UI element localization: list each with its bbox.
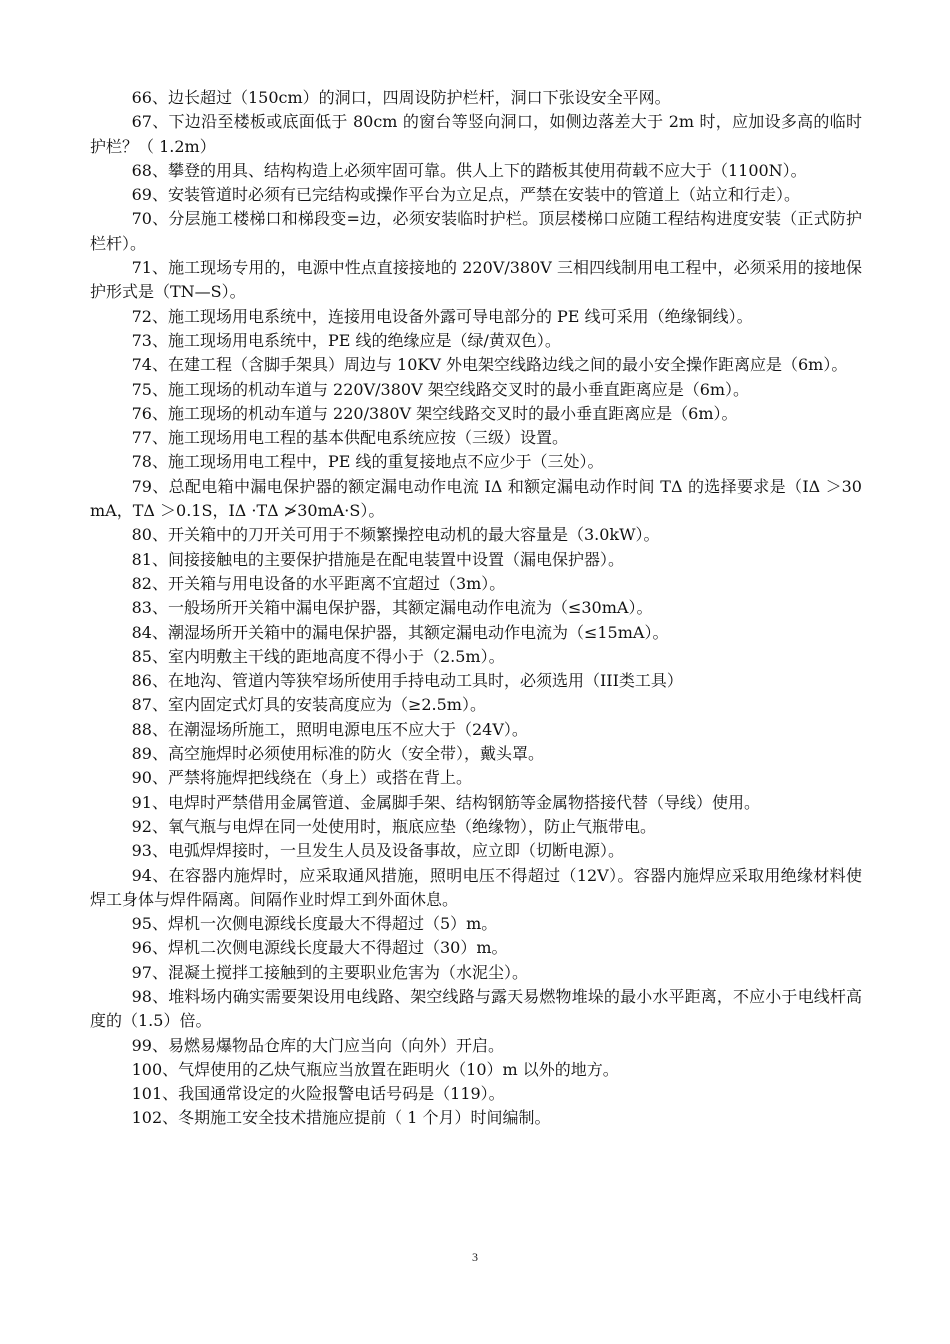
list-item: 68、攀登的用具、结构构造上必须牢固可靠。供人上下的踏板其使用荷载不应大于（1100N）。 <box>131 160 807 180</box>
list-item: 85、室内明敷主干线的距地高度不得小于（2.5m）。 <box>131 646 505 666</box>
list-item: 87、室内固定式灯具的安装高度应为（≥2.5m）。 <box>131 695 486 715</box>
list-item: 78、施工现场用电工程中，PE 线的重复接地点不应少于（三处）。 <box>131 452 604 472</box>
list-item: 88、在潮湿场所施工，照明电源电压不应大于（24V）。 <box>131 719 528 739</box>
document-body <box>90 86 862 1131</box>
list-item: 66、边长超过（150cm）的洞口，四周设防护栏杆，洞口下张设安全平网。 <box>131 88 671 107</box>
list-item: 70、分层施工楼梯口和梯段变=边，必须安装临时护栏。顶层楼梯口应随工程结构进度安装（正式防护栏杆）。 <box>90 209 862 253</box>
list-item: 81、间接接触电的主要保护措施是在配电装置中设置（漏电保护器）。 <box>131 549 624 569</box>
list-item: 97、混凝土搅拌工接触到的主要职业危害为（水泥尘）。 <box>131 962 528 982</box>
list-item: 86、在地沟、管道内等狭窄场所使用手持电动工具时，必须选用（III类工具） <box>131 671 683 691</box>
list-item: 69、安装管道时必须有已完结构或操作平台为立足点，严禁在安装中的管道上（站立和行走）。 <box>131 185 800 205</box>
page-number: 3 <box>472 1250 478 1264</box>
list-item: 94、在容器内施焊时，应采取通风措施，照明电压不得超过（12V）。容器内施焊应采取用绝缘材料使焊工身体与焊件隔离。间隔作业时焊工到外面休息。 <box>90 865 862 909</box>
list-item: 95、焊机一次侧电源线长度最大不得超过（5）m。 <box>131 914 498 934</box>
list-item: 102、冬期施工安全技术措施应提前（ 1 个月）时间编制。 <box>131 1108 551 1128</box>
list-item: 71、施工现场专用的，电源中性点直接接地的 220V/380V 三相四线制用电工程中，必须采用的接地保护形式是（TN—S）。 <box>90 258 862 302</box>
list-item: 101、我国通常设定的火险报警电话号码是（119）。 <box>131 1084 505 1104</box>
list-item: 76、施工现场的机动车道与 220/380V 架空线路交叉时的最小垂直距离应是（6m）。 <box>131 403 738 423</box>
list-item: 75、施工现场的机动车道与 220V/380V 架空线路交叉时的最小垂直距离应是（6m）。 <box>131 379 750 399</box>
list-item: 92、氧气瓶与电焊在同一处使用时，瓶底应垫（绝缘物），防止气瓶带电。 <box>131 816 656 836</box>
list-item: 79、总配电箱中漏电保护器的额定漏电动作电流 IΔ 和额定漏电动作时间 TΔ 的选择要求是（IΔ ＞30mA，TΔ ＞0.1S，IΔ ·TΔ ≯30mA·S）。 <box>90 476 862 521</box>
list-item: 77、施工现场用电工程的基本供配电系统应按（三级）设置。 <box>131 428 568 448</box>
list-item: 100、气焊使用的乙炔气瓶应当放置在距明火（10）m 以外的地方。 <box>131 1059 619 1079</box>
list-item: 80、开关箱中的刀开关可用于不频繁操控电动机的最大容量是（3.0kW）。 <box>131 525 660 545</box>
list-item: 67、下边沿至楼板或底面低于 80cm 的窗台等竖向洞口，如侧边落差大于 2m 时，应加设多高的临时护栏？（ 1.2m） <box>90 112 862 156</box>
list-item: 73、施工现场用电系统中，PE 线的绝缘应是（绿/黄双色）。 <box>131 330 561 350</box>
list-item: 83、一般场所开关箱中漏电保护器，其额定漏电动作电流为（≤30mA）。 <box>131 598 653 618</box>
list-item: 72、施工现场用电系统中，连接用电设备外露可导电部分的 PE 线可采用（绝缘铜线）。 <box>131 306 753 326</box>
list-item: 93、电弧焊焊接时，一旦发生人员及设备事故，应立即（切断电源）。 <box>131 841 624 861</box>
list-item: 82、开关箱与用电设备的水平距离不宜超过（3m）。 <box>131 573 506 593</box>
list-item: 91、电焊时严禁借用金属管道、金属脚手架、结构钢筋等金属物搭接代替（导线）使用。 <box>131 792 760 812</box>
list-item: 84、潮湿场所开关箱中的漏电保护器，其额定漏电动作电流为（≤15mA）。 <box>131 622 669 642</box>
list-item: 74、在建工程（含脚手架具）周边与 10KV 外电架空线路边线之间的最小安全操作距离应是（6m）。 <box>131 355 848 375</box>
list-item: 98、堆料场内确实需要架设用电线路、架空线路与露天易燃物堆垛的最小水平距离，不应小于电线杆高度的（1.5）倍。 <box>90 986 862 1031</box>
list-item: 89、高空施焊时必须使用标准的防火（安全带），戴头罩。 <box>131 744 544 764</box>
list-item: 90、严禁将施焊把线绕在（身上）或搭在背上。 <box>131 768 472 788</box>
list-item: 96、焊机二次侧电源线长度最大不得超过（30）m。 <box>131 938 508 958</box>
list-item: 99、易燃易爆物品仓库的大门应当向（向外）开启。 <box>131 1035 504 1055</box>
